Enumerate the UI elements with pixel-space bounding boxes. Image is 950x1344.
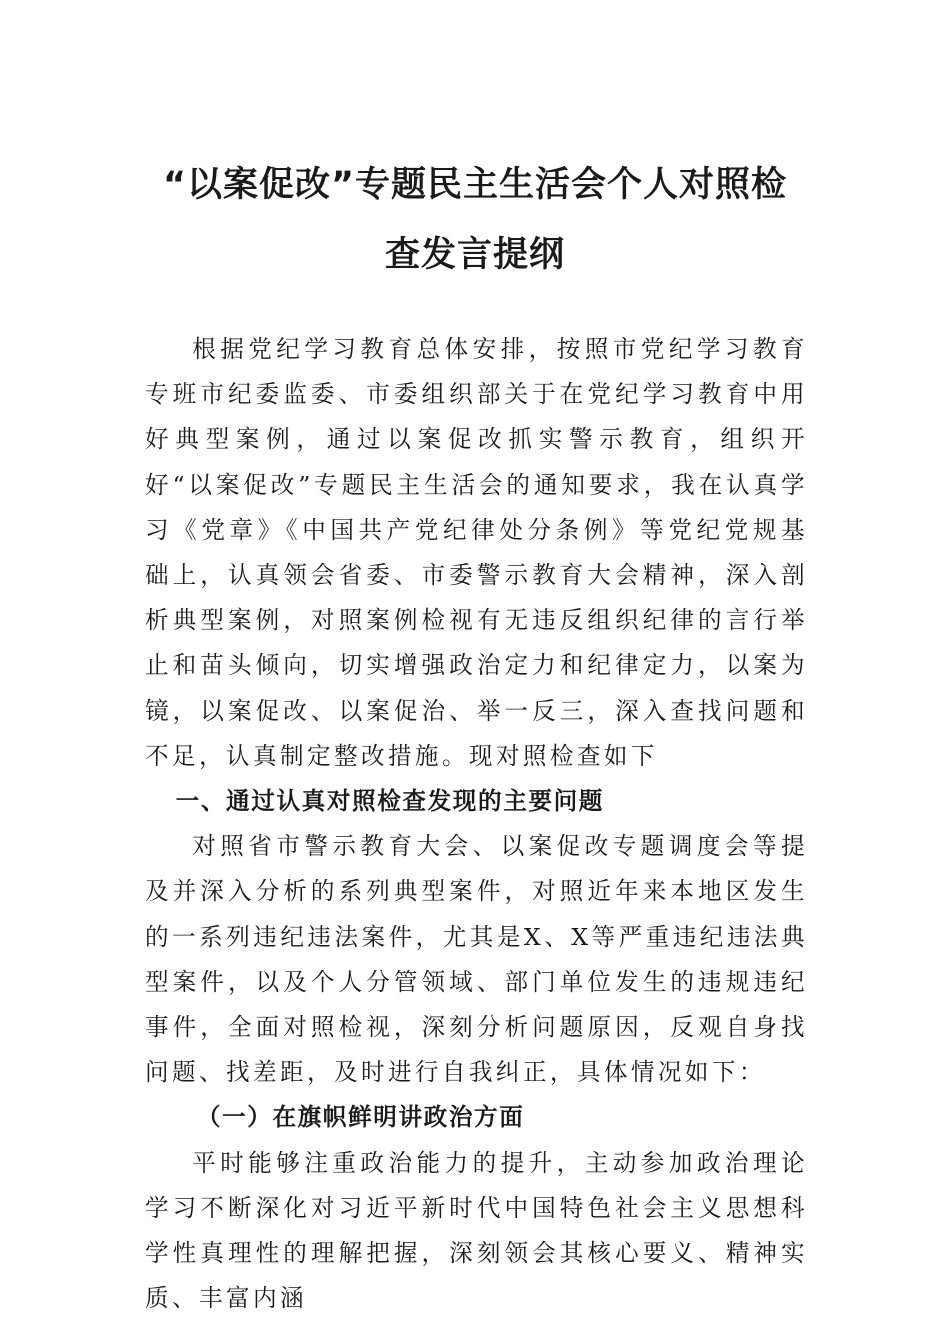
document-title-line-1: “以案促改”专题民主生活会个人对照检: [162, 165, 787, 205]
section-1-heading: 一、通过认真对照检查发现的主要问题: [175, 787, 604, 816]
document-title-line-2: 查发言提纲: [384, 235, 565, 275]
section-1-paragraph: 对照省市警示教育大会、以案促改专题调度会等提及并深入分析的系列典型案件，对照近年来本地区发生的一系列违纪违法案件，尤其是X、X等严重违纪违法典型案件，以及个人分管领域、部门单位发生的违规违纪事件，全面对照检视，深刻分析问题原因，反观自身找问题、找差距，及时进行自我纠正，具体情况如下：: [145, 832, 808, 1087]
document-body: [145, 327, 808, 1321]
subsection-1-paragraph: 平时能够注重政治能力的提升，主动参加政治理论学习不断深化对习近平新时代中国特色社会主义思想科学性真理性的理解把握，深刻领会其核心要义、精神实质、丰富内涵: [145, 1148, 808, 1313]
intro-paragraph: 根据党纪学习教育总体安排，按照市党纪学习教育专班市纪委监委、市委组织部关于在党纪学习教育中用好典型案例，通过以案促改抓实警示教育，组织开好“以案促改”专题民主生活会的通知要求，我在认真学习《党章》《中国共产党纪律处分条例》等党纪党规基础上，认真领会省委、市委警示教育大会精神，深入剖析典型案例，对照案例检视有无违反组织纪律的言行举止和苗头倾向，切实增强政治定力和纪律定力，以案为镜，以案促改、以案促治、举一反三，深入查找问题和不足，认真制定整改措施。现对照检查如下: [145, 335, 808, 770]
subsection-1-heading: （一）在旗帜鲜明讲政治方面: [196, 1103, 525, 1132]
